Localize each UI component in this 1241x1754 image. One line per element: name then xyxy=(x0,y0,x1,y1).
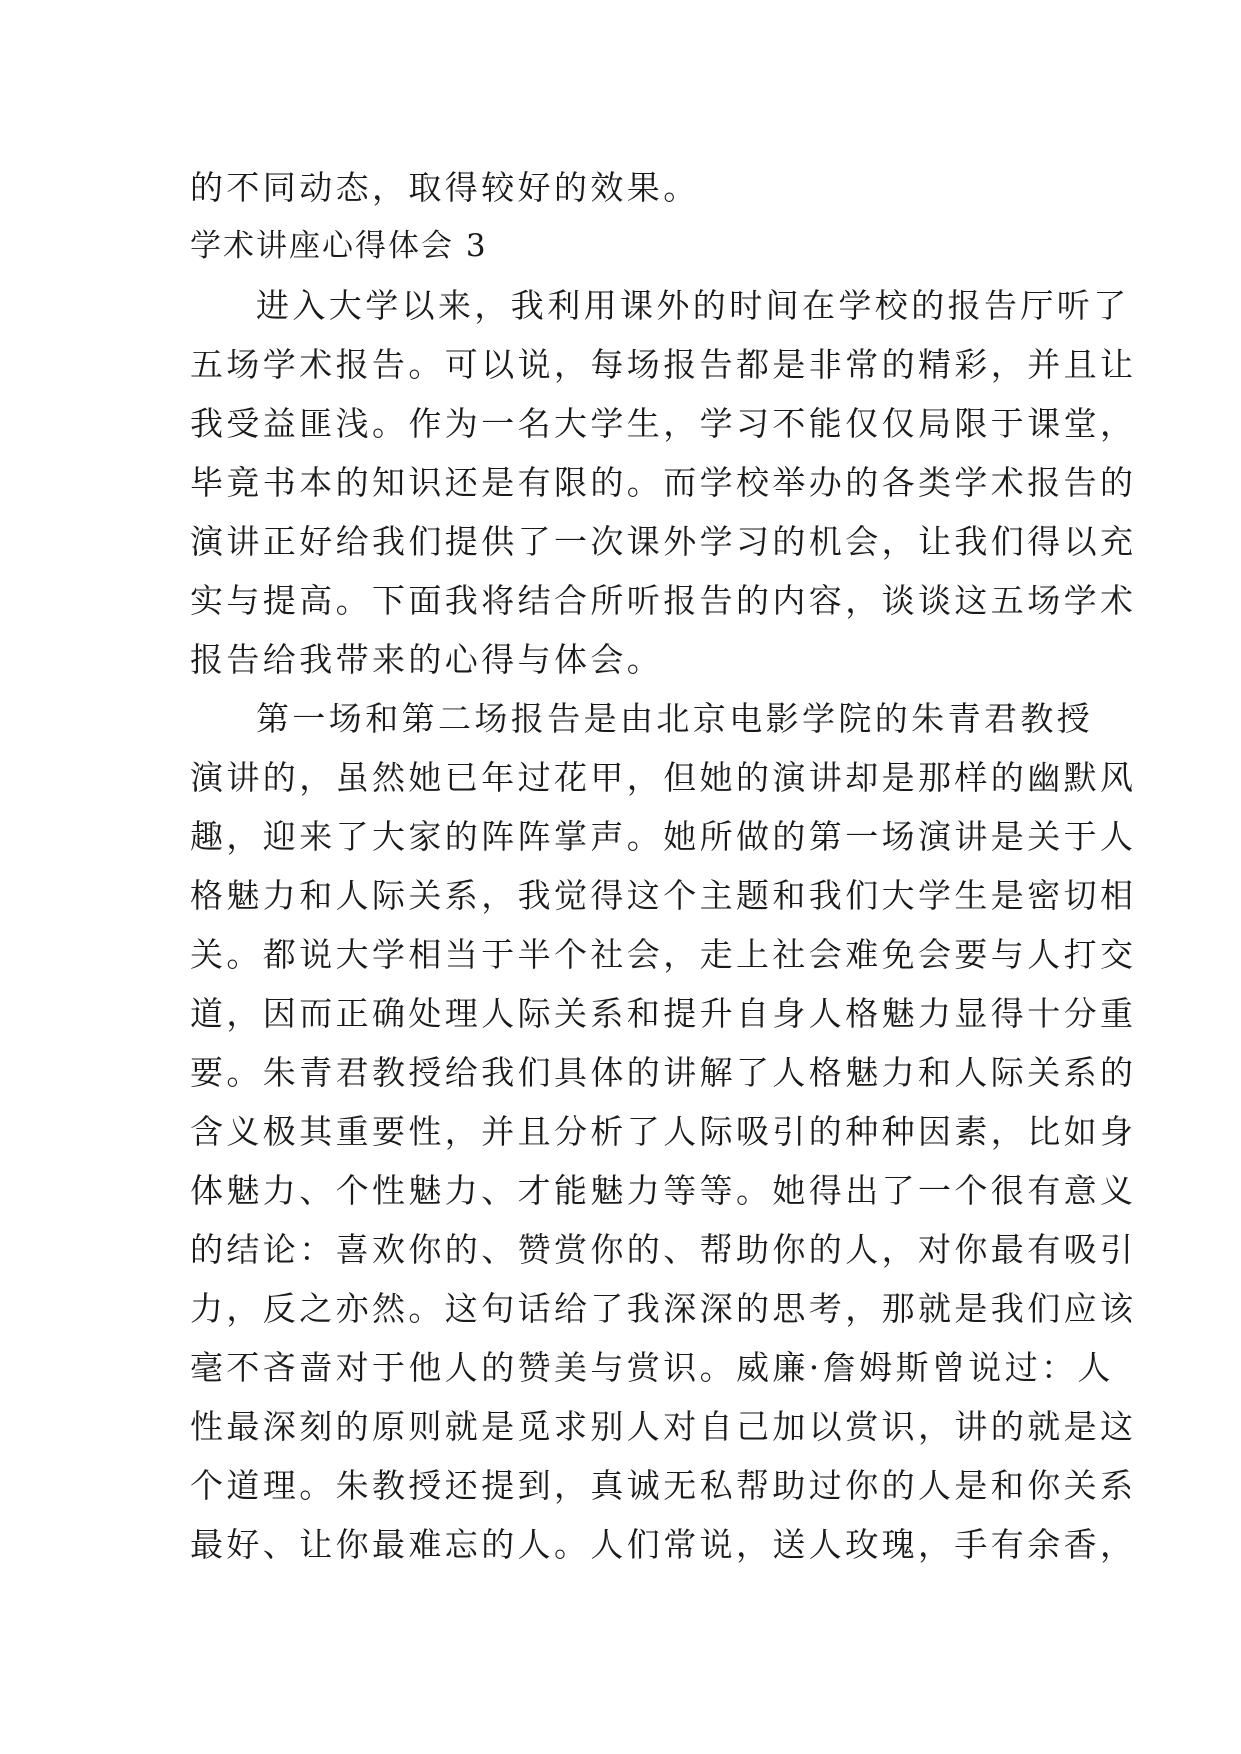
text-line: 道，因而正确处理人际关系和提升自身人格魅力显得十分重 xyxy=(190,994,1137,1033)
text-line: 进入大学以来，我利用课外的时间在学校的报告厅听了 xyxy=(256,286,1130,325)
text-line: 趣，迎来了大家的阵阵掌声。她所做的第一场演讲是关于人 xyxy=(190,817,1137,856)
text-line: 含义极其重要性，并且分析了人际吸引的种种因素，比如身 xyxy=(190,1112,1137,1151)
text-line: 格魅力和人际关系，我觉得这个主题和我们大学生是密切相 xyxy=(190,876,1137,915)
text-line: 第一场和第二场报告是由北京电影学院的朱青君教授 xyxy=(256,699,1094,738)
text-line: 演讲正好给我们提供了一次课外学习的机会，让我们得以充 xyxy=(190,522,1137,561)
text-line: 的结论：喜欢你的、赞赏你的、帮助你的人，对你最有吸引 xyxy=(190,1230,1137,1269)
text-line: 性最深刻的原则就是觅求别人对自己加以赏识，讲的就是这 xyxy=(190,1407,1137,1446)
text-line: 报告给我带来的心得与体会。 xyxy=(190,640,664,679)
text-line: 毫不吝啬对于他人的赞美与赏识。威廉·詹姆斯曾说过：人 xyxy=(190,1348,1114,1387)
text-line: 力，反之亦然。这句话给了我深深的思考，那就是我们应该 xyxy=(190,1289,1137,1328)
text-line: 五场学术报告。可以说，每场报告都是非常的精彩，并且让 xyxy=(190,345,1137,384)
text-line: 最好、让你最难忘的人。人们常说，送人玫瑰，手有余香， xyxy=(190,1525,1137,1564)
section-heading: 学术讲座心得体会 3 xyxy=(190,228,488,264)
text-line: 关。都说大学相当于半个社会，走上社会难免会要与人打交 xyxy=(190,935,1137,974)
text-line: 毕竟书本的知识还是有限的。而学校举办的各类学术报告的 xyxy=(190,463,1137,502)
text-line: 的不同动态，取得较好的效果。 xyxy=(190,168,700,207)
text-line: 个道理。朱教授还提到，真诚无私帮助过你的人是和你关系 xyxy=(190,1466,1137,1505)
text-line: 演讲的，虽然她已年过花甲，但她的演讲却是那样的幽默风 xyxy=(190,758,1137,797)
text-line: 实与提高。下面我将结合所听报告的内容，谈谈这五场学术 xyxy=(190,581,1137,620)
document-body xyxy=(190,158,1137,1574)
text-line: 体魅力、个性魅力、才能魅力等等。她得出了一个很有意义 xyxy=(190,1171,1137,1210)
text-line: 要。朱青君教授给我们具体的讲解了人格魅力和人际关系的 xyxy=(190,1053,1137,1092)
text-line: 我受益匪浅。作为一名大学生，学习不能仅仅局限于课堂， xyxy=(190,404,1137,443)
